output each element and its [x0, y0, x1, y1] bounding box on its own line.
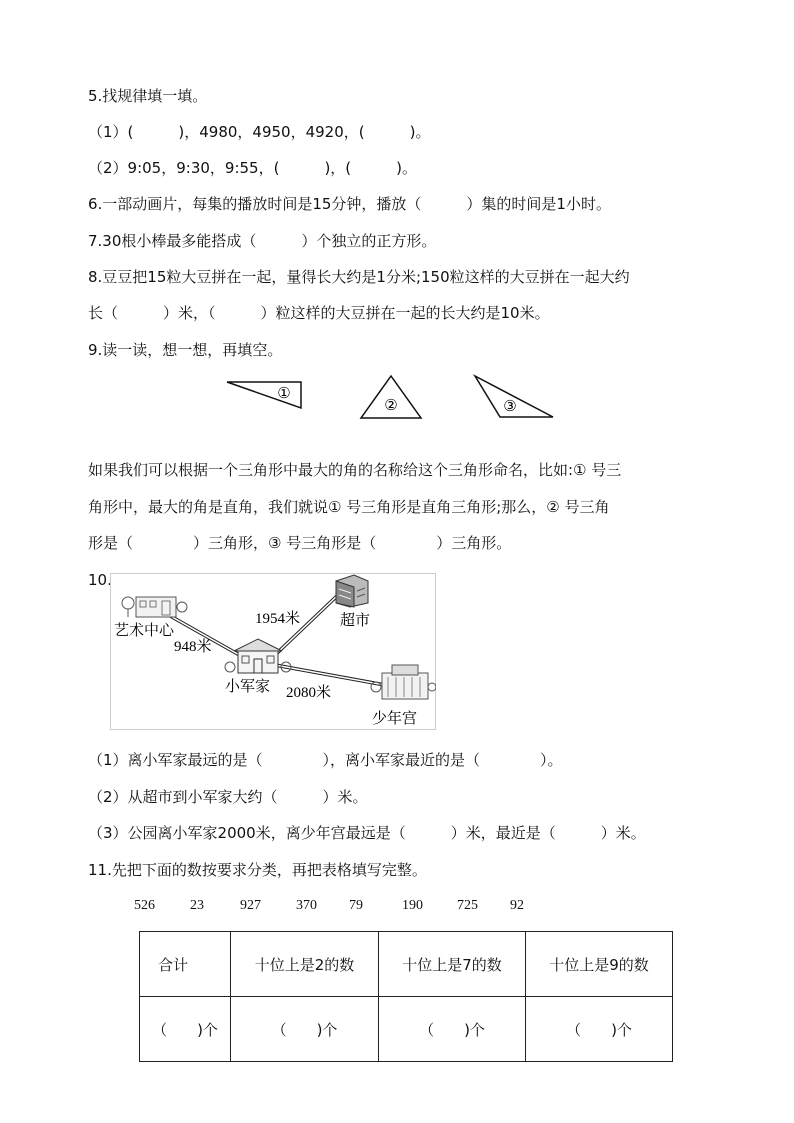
cell-total[interactable]: （ )个	[140, 997, 231, 1062]
triangle-2-acute	[358, 374, 424, 420]
number-item: 79	[349, 898, 363, 913]
q6-text: 6.一部动画片，每集的播放时间是15分钟，播放（ ）集的时间是1小时。	[88, 195, 611, 213]
triangle-2-label: ②	[384, 396, 398, 414]
q9-para-line2: 角形中，最大的角是直角，我们就说① 号三角形是直角三角形;那么，② 号三角	[88, 498, 610, 516]
number-item: 927	[240, 898, 261, 913]
q5-line1: （1）( )，4980，4950，4920，( )。	[88, 123, 431, 141]
table-header-row	[140, 932, 673, 997]
header-tens-9: 十位上是9的数	[526, 932, 673, 997]
distance-art-center: 948米	[174, 639, 212, 655]
q5-title: 5.找规律填一填。	[88, 87, 208, 105]
q8-line1: 8.豆豆把15粒大豆拼在一起，量得长大约是1分米;150粒这样的大豆拼在一起大约	[88, 268, 630, 286]
header-total: 合计	[140, 932, 231, 997]
triangle-1-label: ①	[277, 384, 291, 402]
table-answer-row	[140, 997, 673, 1062]
q9-para-line1: 如果我们可以根据一个三角形中最大的角的名称给这个三角形命名，比如:① 号三	[88, 461, 622, 479]
supermarket-label: 超市	[340, 613, 371, 629]
number-item: 190	[402, 898, 423, 913]
youth-palace-building-icon	[371, 665, 436, 699]
art-center-label: 艺术中心	[114, 623, 175, 639]
q10-sub1: （1）离小军家最远的是（ ），离小军家最近的是（ ）。	[88, 751, 563, 769]
header-tens-2: 十位上是2的数	[231, 932, 379, 997]
number-item: 92	[510, 898, 524, 913]
q10-sub3: （3）公园离小军家2000米，离少年宫最远是（ ）米，最近是（ ）米。	[88, 824, 646, 842]
distance-supermarket: 1954米	[255, 611, 301, 627]
number-item: 725	[457, 898, 478, 913]
q9-title: 9.读一读，想一想，再填空。	[88, 341, 283, 359]
supermarket-building-icon	[336, 575, 368, 607]
distance-map	[110, 573, 436, 730]
art-center-building-icon	[122, 597, 187, 617]
triangle-3-obtuse	[472, 374, 556, 420]
cell-tens-2[interactable]: （ )个	[231, 997, 379, 1062]
q11-title: 11.先把下面的数按要求分类，再把表格填写完整。	[88, 861, 427, 879]
home-label: 小军家	[225, 679, 271, 695]
triangle-3-label: ③	[503, 397, 517, 415]
cell-tens-9[interactable]: （ )个	[526, 997, 673, 1062]
triangle-1-right	[225, 380, 305, 410]
q5-line2: （2）9:05，9:30，9:55，( )，( )。	[88, 159, 418, 177]
q9-para-line3: 形是（ ）三角形，③ 号三角形是（ ）三角形。	[88, 534, 512, 552]
q10-sub2: （2）从超市到小军家大约（ ）米。	[88, 788, 368, 806]
home-house-icon	[225, 639, 291, 673]
number-item: 370	[296, 898, 317, 913]
youth-palace-label: 少年宫	[372, 711, 418, 727]
q7-text: 7.30根小棒最多能搭成（ ）个独立的正方形。	[88, 232, 437, 250]
number-item: 526	[134, 898, 155, 913]
number-item: 23	[190, 898, 204, 913]
classification-table	[139, 931, 673, 1062]
q10-title: 10.	[88, 571, 112, 589]
header-tens-7: 十位上是7的数	[379, 932, 526, 997]
distance-youth-palace: 2080米	[286, 685, 332, 701]
q8-line2: 长（ ）米，（ ）粒这样的大豆拼在一起的长大约是10米。	[88, 304, 550, 322]
cell-tens-7[interactable]: （ )个	[379, 997, 526, 1062]
